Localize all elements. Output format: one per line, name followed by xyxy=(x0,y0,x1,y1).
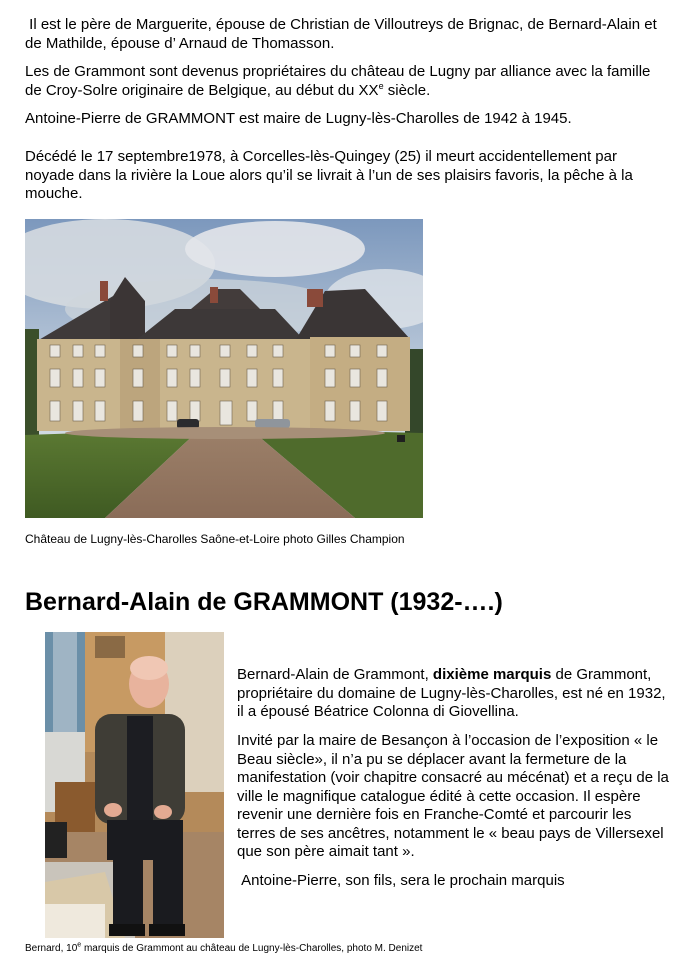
portrait-photo xyxy=(45,632,224,938)
bio-paragraph-2: Invité par la maire de Besançon à l’occasion de l’exposition « le Beau siècle», il n’a pu se déplacer avant la fermeture de la manifestation (voir chapitre consacré au mécénat) et a reçu de la ville le magnifique catalogue édité à cette occasion. Il espère revenir une dernière fois en Franche-Comté et parcourir les terres de ses ancêtres, notamment le « beau pays de Villersexel que son père aimait tant ». xyxy=(237,732,669,860)
chateau-photo xyxy=(25,219,423,518)
portrait-photo-caption: Bernard, 10e marquis de Grammont au château de Lugny-lès-Charolles, photo M. Denizet xyxy=(25,941,423,954)
bio-paragraph-3: Antoine-Pierre, son fils, sera le prochain marquis xyxy=(241,872,565,889)
intro-paragraph-4: Décédé le 17 septembre1978, à Corcelles-lès-Quingey (25) il meurt accidentellement par noyade dans la rivière la Loue alors qu’il se livrait à l’un de ses plaisirs favoris, la pêche à la mouche. xyxy=(25,148,633,202)
chateau-photo-caption: Château de Lugny-lès-Charolles Saône-et-Loire photo Gilles Champion xyxy=(25,532,405,546)
intro-paragraph-1: Il est le père de Marguerite, épouse de Christian de Villoutreys de Brignac, de Bernard-Alain et de Mathilde, épouse d’ Arnaud de Thomasson. xyxy=(25,16,657,52)
intro-paragraph-2: Les de Grammont sont devenus propriétaires du château de Lugny par alliance avec la famille de Croy-Solre originaire de Belgique, au début du XXe siècle. xyxy=(25,63,651,99)
intro-paragraph-3: Antoine-Pierre de GRAMMONT est maire de Lugny-lès-Charolles de 1942 à 1945. xyxy=(25,110,572,127)
section-heading: Bernard-Alain de GRAMMONT (1932-….) xyxy=(25,588,503,616)
bio-paragraph-1: Bernard-Alain de Grammont, dixième marquis de Grammont, propriétaire du domaine de Lugny-lès-Charolles, est né en 1932, il a épousé Béatrice Colonna di Giovellina. xyxy=(237,666,666,720)
